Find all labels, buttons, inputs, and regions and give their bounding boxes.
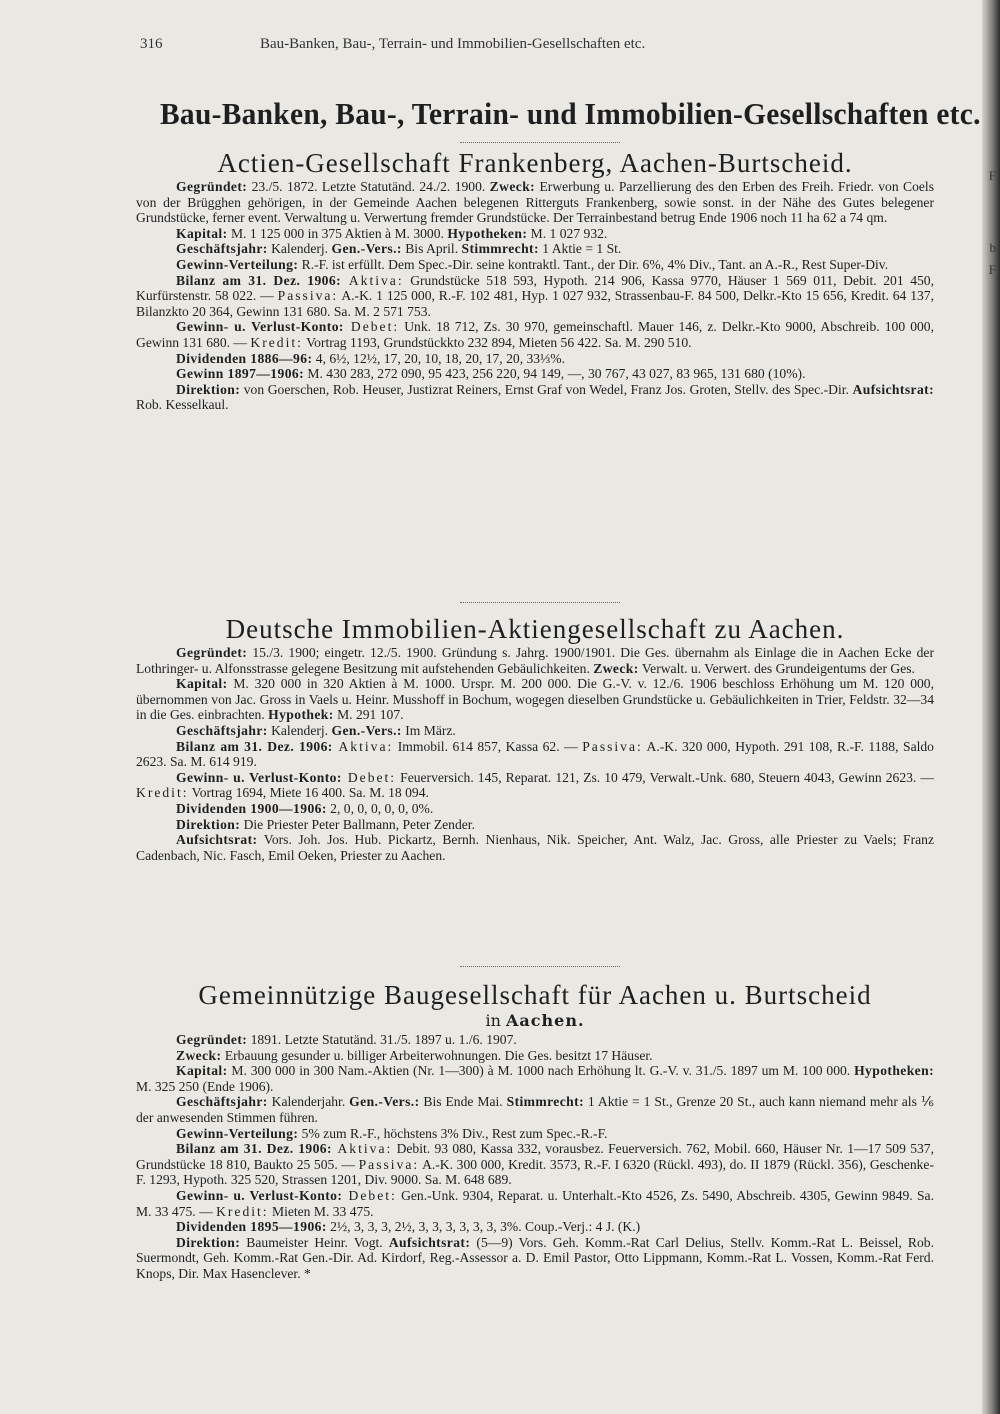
field-label: Gen.-Vers.: <box>331 722 402 738</box>
field-sublabel: Kredit: <box>136 785 189 801</box>
field-text: Baumeister Heinr. Vogt. <box>240 1234 389 1250</box>
field-label: Geschäftsjahr: <box>176 1094 268 1110</box>
field-label: Stimmrecht: <box>461 241 539 257</box>
field-label: Gen.-Vers.: <box>331 241 402 257</box>
field-text: M. 430 283, 272 090, 95 423, 256 220, 94 149, —, 30 767, 43 027, 83 965, 131 680 (10%). <box>304 366 806 382</box>
company-location <box>130 1011 940 1030</box>
separator-rule <box>460 142 620 143</box>
field-text: A.-K. 300 000, Kredit. 3573, R.-F. I 6320 (Rückl. 493), do. II 1879 (Rückl. 356), Geschenke-F. 1293, Hypoth. 325 520, Strassen 1201, Div. 9000. Sa. M. 648 689. <box>136 1156 934 1188</box>
running-title: Bau-Banken, Bau-, Terrain- und Immobilien-Gesellschaften etc. <box>260 36 646 52</box>
field-text: 23./5. 1872. Letzte Statutänd. 24./2. 1900. <box>247 179 490 194</box>
entry-paragraph <box>136 676 934 723</box>
field-text: 4, 6½, 12½, 17, 20, 10, 18, 20, 17, 20, 33⅓%. <box>312 350 566 366</box>
field-label: Zweck: <box>489 179 536 194</box>
field-label: Gewinn- u. Verlust-Konto: <box>176 1187 343 1203</box>
field-text: Vortrag 1193, Grundstückkto 232 894, Mieten 56 422. Sa. M. 290 510. <box>302 334 692 350</box>
field-text: 2, 0, 0, 0, 0, 0, 0%. <box>326 800 434 816</box>
running-header <box>140 36 940 60</box>
entry-paragraph <box>136 723 934 739</box>
field-label: Aufsichtsrat: <box>852 381 934 397</box>
field-label: Hypotheken: <box>854 1063 934 1079</box>
field-text: Erbauung gesunder u. billiger Arbeiterwohnungen. Die Ges. besitzt 17 Häuser. <box>221 1047 653 1063</box>
field-text: R.-F. ist erfüllt. Dem Spec.-Dir. seine kontraktl. Tant., der Dir. 6%, 4% Div., Tant. an A.-R., Rest Super-Div. <box>298 256 889 272</box>
entry-paragraph <box>136 273 934 320</box>
scan-binding-edge <box>982 0 1000 1414</box>
field-label: Direktion: <box>176 816 241 832</box>
field-label: Bilanz am 31. Dez. 1906: <box>176 1141 332 1157</box>
field-text: M. 1 125 000 in 375 Aktien à M. 3000. <box>227 225 448 241</box>
field-label: Gewinn- u. Verlust-Konto: <box>176 319 344 335</box>
entry-paragraph <box>136 226 934 242</box>
entry-paragraph <box>136 1219 934 1235</box>
entry-paragraph <box>136 832 934 863</box>
field-text: (5—9) Vors. Geh. Komm.-Rat Carl Delius, Stellv. Komm.-Rat L. Beissel, Rob. Suermondt, Geh. Komm.-Rat Gen.-Dir. Ad. Kirdorf, Reg.-Assessor a. D. Emil Pastor, Otto Lippmann, Komm.-Rat L. Vossen, Komm.-Rat Ferd. Knops, Dir. Max Hasenclever. * <box>136 1234 934 1281</box>
field-sublabel: Passiva: <box>277 288 339 304</box>
field-sublabel: Aktiva: <box>341 272 404 288</box>
entry-paragraph <box>136 366 934 382</box>
field-text: Bis Ende Mai. <box>419 1094 507 1110</box>
field-sublabel: Debet: <box>341 769 397 785</box>
field-text: A.-K. 1 125 000, R.-F. 102 481, Hyp. 1 027 932, Strassenbau-F. 84 500, Delkr.-Kto 15 656, Kredit. 64 137, Bilanzkto 20 364, Gewinn 131 680. Sa. M. 2 571 753. <box>136 288 934 319</box>
entry-paragraph <box>136 257 934 273</box>
field-text: Gen.-Unk. 9304, Reparat. u. Unterhalt.-Kto 4526, Zs. 5490, Abschreib. 4305, Gewinn 9849. Sa. M. 33 475. — <box>136 1187 934 1219</box>
company-name: Actien-Gesellschaft Frankenberg, Aachen-Burtscheid. <box>217 148 853 178</box>
field-sublabel: Passiva: <box>582 738 643 754</box>
field-text: Mieten M. 33 475. <box>268 1203 374 1219</box>
field-label: Kapital: <box>176 676 228 692</box>
separator-rule <box>460 966 620 967</box>
page-number: 316 <box>140 36 163 52</box>
field-text: Debit. 93 080, Kassa 332, vorausbez. Feuerversich. 762, Mobil. 660, Häuser Nr. 1—17 509 537, Grundstücke 18 810, Baukto 25 505. — <box>136 1141 934 1172</box>
field-text: M. 325 250 (Ende 1906). <box>136 1078 274 1094</box>
field-text: Bis April. <box>401 241 462 257</box>
margin-fragment: F <box>988 262 996 277</box>
field-text: Die Priester Peter Ballmann, Peter Zender. <box>240 816 475 832</box>
field-label: Bilanz am 31. Dez. 1906: <box>176 738 333 754</box>
field-label: Aufsichtsrat: <box>388 1234 471 1250</box>
company-entry-deutsche-immobilien <box>130 614 940 863</box>
field-text: Feuerversich. 145, Reparat. 121, Zs. 10 479, Verwalt.-Unk. 680, Steuern 4043, Gewinn 2623. — <box>396 769 934 785</box>
field-text: M. 1 027 932. <box>527 225 608 241</box>
entry-paragraph <box>136 1235 934 1282</box>
field-sublabel: Debet: <box>343 319 400 335</box>
field-text: 5% zum R.-F., höchstens 3% Div., Rest zum Spec.-R.-F. <box>298 1125 608 1141</box>
field-label: Direktion: <box>176 381 241 397</box>
field-text: Im März. <box>401 722 456 738</box>
field-label: Geschäftsjahr: <box>176 722 268 738</box>
field-text: M. 300 000 in 300 Nam.-Aktien (Nr. 1—300) à M. 1000 nach Erhöhung lt. G.-V. v. 31./5. 1897 um M. 100 000. <box>227 1063 855 1079</box>
field-label: Stimmrecht: <box>506 1094 584 1110</box>
entry-paragraph <box>136 1141 934 1188</box>
field-text: Verwalt. u. Verwert. des Grundeigentums der Ges. <box>638 660 915 676</box>
company-body <box>130 645 940 863</box>
field-label: Gewinn-Verteilung: <box>176 1125 299 1141</box>
section-title: Bau-Banken, Bau-, Terrain- und Immobilien-Gesellschaften etc. <box>160 96 981 131</box>
separator-rule <box>460 602 620 603</box>
field-sublabel: Kredit: <box>250 334 303 350</box>
entry-paragraph <box>136 1032 934 1048</box>
field-label: Hypotheken: <box>447 225 528 241</box>
field-text: M. 320 000 in 320 Aktien à M. 1000. Urspr. M. 200 000. Die G.-V. v. 12./6. 1906 beschloss Erhöhung um M. 120 000, übernommen von Jac. Gross in Vaels u. Heinr. Musshoff in Bochum, wogegen dieselben Grundstücke u. Gebäulichkeiten in Trier, Feldstr. 32—34 in die Ges. einbrachten. <box>136 676 934 723</box>
entry-paragraph <box>136 382 934 413</box>
field-sublabel: Aktiva: <box>332 738 394 754</box>
field-text: 15./3. 1900; eingetr. 12./5. 1900. Gründung s. Jahrg. 1900/1901. Die Ges. übernahm als Einlage die in Aachen Ecke der Lothringer- u. Alfonsstrasse gelegene Besitzung mit aufstehenden Gebäulichkeiten. <box>136 645 934 676</box>
field-text: Immobil. 614 857, Kassa 62. — <box>393 738 583 754</box>
field-label: Gen.-Vers.: <box>349 1094 420 1110</box>
field-text: 1 Aktie = 1 St., Grenze 20 St., auch kann niemand mehr als ⅙ der anwesenden Stimmen führen. <box>136 1094 934 1125</box>
field-label: Gewinn 1897—1906: <box>176 366 305 382</box>
field-label: Kapital: <box>176 1063 228 1079</box>
company-entry-gemeinnuetzige <box>130 980 940 1282</box>
margin-fragment: F <box>988 168 996 183</box>
company-body <box>130 1032 940 1282</box>
field-label: Aufsichtsrat: <box>176 832 258 848</box>
company-entry-frankenberg <box>130 148 940 413</box>
field-label: Dividenden 1900—1906: <box>176 800 327 816</box>
entry-paragraph <box>136 770 934 801</box>
field-label: Zweck: <box>176 1047 222 1063</box>
field-label: Hypothek: <box>268 707 334 723</box>
field-text: 1891. Letzte Statutänd. 31./5. 1897 u. 1./6. 1907. <box>247 1032 517 1047</box>
entry-paragraph <box>136 1063 934 1094</box>
company-name: Gemeinnützige Baugesellschaft für Aachen u. Burtscheid <box>198 980 872 1010</box>
field-sublabel: Passiva: <box>358 1156 420 1172</box>
entry-paragraph <box>136 1094 934 1125</box>
field-text: Vortrag 1694, Miete 16 400. Sa. M. 18 094. <box>188 785 429 801</box>
field-label: Zweck: <box>593 660 639 676</box>
field-label: Gegründet: <box>176 179 248 194</box>
field-text: Vors. Joh. Jos. Hub. Pickartz, Bernh. Nienhaus, Nik. Speicher, Ant. Walz, Jac. Gross, alle Priester zu Vaels; Franz Cadenbach, Nic. Fasch, Emil Oeken, Priester zu Aachen. <box>136 832 934 863</box>
entry-paragraph <box>136 801 934 817</box>
field-text: Kalenderj. <box>267 241 332 257</box>
entry-paragraph <box>136 739 934 770</box>
field-text: M. 291 107. <box>333 707 404 723</box>
entry-paragraph <box>136 645 934 676</box>
entry-paragraph <box>136 817 934 833</box>
entry-paragraph <box>136 241 934 257</box>
field-text: von Goerschen, Rob. Heuser, Justizrat Reiners, Ernst Graf von Wedel, Franz Jos. Groten, Stellv. des Spec.-Dir. <box>240 381 853 397</box>
field-text: A.-K. 320 000, Hypoth. 291 108, R.-F. 1188, Saldo 2623. Sa. M. 614 919. <box>136 738 934 770</box>
field-label: Direktion: <box>176 1234 241 1250</box>
entry-paragraph <box>136 1048 934 1064</box>
field-label: Dividenden 1886—96: <box>176 350 313 366</box>
entry-paragraph <box>136 1188 934 1219</box>
field-label: Kapital: <box>176 225 228 241</box>
field-text: 1 Aktie = 1 St. <box>538 241 622 257</box>
field-label: Bilanz am 31. Dez. 1906: <box>176 272 342 288</box>
entry-paragraph <box>136 179 934 226</box>
entry-paragraph <box>136 319 934 350</box>
field-label: Gegründet: <box>176 645 248 660</box>
field-text: Erwerbung u. Parzellierung des den Erben des Freih. Friedr. von Coels von der Brügghen gehörigen, in der Gemeinde Aachen belegenen Ritterguts Frankenberg, sowie sonst. in der Nähe des Gutes belegener Grundstücke, ferner event. Verwaltung u. Verwertung fremder Grundstücke. Der Terrainbestand betrug Ende 1906 noch 11 ha 62 a 74 qm. <box>136 179 934 226</box>
field-sublabel: Debet: <box>342 1187 397 1203</box>
field-sublabel: Kredit: <box>216 1203 269 1219</box>
field-text: 2½, 3, 3, 3, 2½, 3, 3, 3, 3, 3, 3, 3%. Coup.-Verj.: 4 J. (K.) <box>326 1219 641 1235</box>
entry-paragraph <box>136 1126 934 1142</box>
company-body <box>130 179 940 413</box>
field-text: Kalenderj. <box>267 722 332 738</box>
entry-paragraph <box>136 351 934 367</box>
location-name: Aachen. <box>505 1011 585 1030</box>
field-label: Gewinn-Verteilung: <box>176 256 299 272</box>
field-text: Unk. 18 712, Zs. 30 970, gemeinschaftl. Mauer 146, z. Delkr.-Kto 9000, Abschreib. 100 000, Gewinn 131 680. — <box>136 319 934 350</box>
field-label: Gegründet: <box>176 1032 248 1047</box>
field-text: Rob. Kesselkaul. <box>136 397 229 413</box>
field-label: Gewinn- u. Verlust-Konto: <box>176 769 342 785</box>
field-label: Geschäftsjahr: <box>176 241 268 257</box>
company-name: Deutsche Immobilien-Aktiengesellschaft zu Aachen. <box>225 614 845 644</box>
field-sublabel: Aktiva: <box>331 1141 393 1157</box>
field-text: Kalenderjahr. <box>267 1094 350 1110</box>
location-prefix: in <box>485 1011 501 1030</box>
field-text: Grundstücke 518 593, Hypoth. 214 906, Kassa 9770, Häuser 1 569 011, Debit. 201 450, Kurfürstenstr. 58 022. — <box>136 272 934 304</box>
margin-fragment: b <box>989 240 996 255</box>
field-label: Dividenden 1895—1906: <box>176 1219 327 1235</box>
